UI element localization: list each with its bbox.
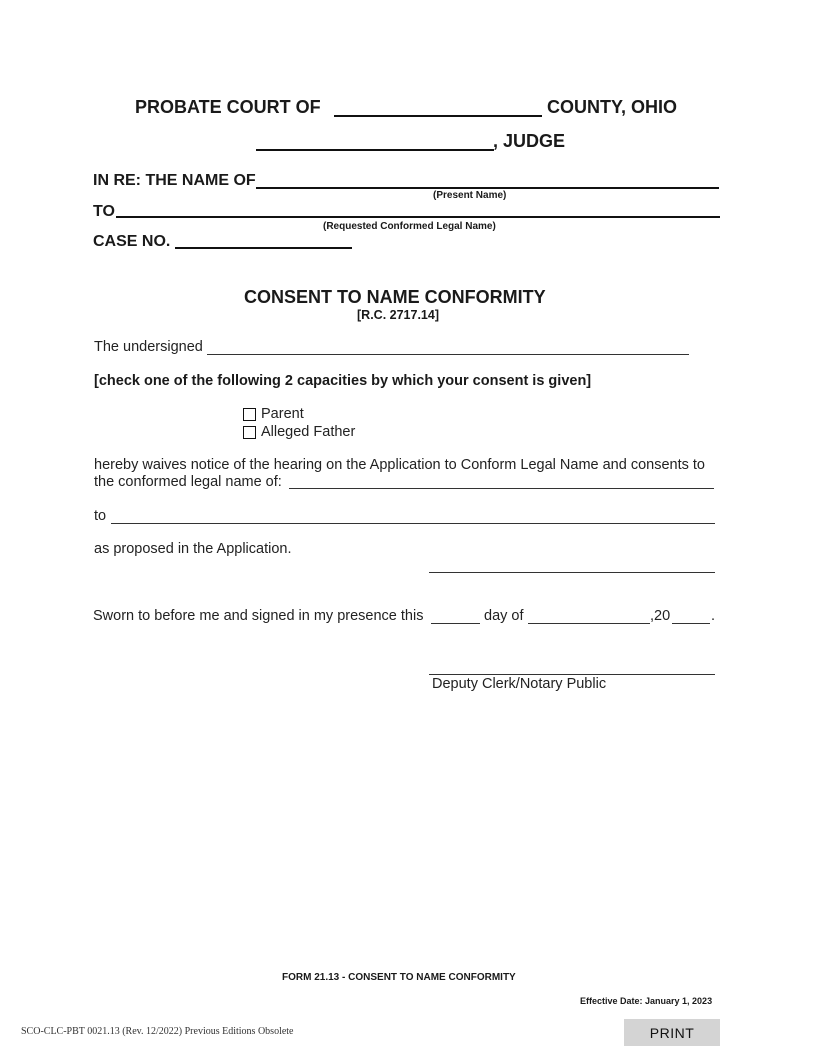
sworn-text: Sworn to before me and signed in my presence this [93,608,424,624]
undersigned-name-line[interactable] [207,354,689,355]
footer-form-name: FORM 21.13 - CONSENT TO NAME CONFORMITY [282,972,516,983]
requested-name-caption: (Requested Conformed Legal Name) [323,221,496,232]
print-button[interactable]: PRINT [624,1019,720,1046]
conformed-name-line[interactable] [289,488,714,489]
sworn-year-prefix: ,20 [650,608,671,624]
alleged-father-option-label: Alleged Father [261,424,356,440]
parent-option-label: Parent [261,406,304,422]
signature-line[interactable] [429,572,715,573]
requested-name-line[interactable] [116,216,720,218]
to-name-line[interactable] [111,523,715,524]
present-name-line[interactable] [256,187,719,189]
notary-label: Deputy Clerk/Notary Public [432,676,607,692]
case-no-label: CASE NO. [93,233,171,250]
check-instruction: [check one of the following 2 capacities by which your consent is given] [94,373,592,389]
sworn-year-line[interactable] [672,623,710,624]
effective-date: Effective Date: January 1, 2023 [580,996,713,1006]
as-proposed-text: as proposed in the Application. [94,541,292,557]
sworn-day-line[interactable] [431,623,480,624]
sworn-month-line[interactable] [528,623,650,624]
court-prefix: PROBATE COURT OF [135,97,321,117]
to-label: TO [93,203,115,220]
in-re-label: IN RE: THE NAME OF [93,172,256,189]
to-name-label: to [94,508,107,524]
notary-signature-line[interactable] [429,674,715,675]
alleged-father-checkbox[interactable] [243,426,256,439]
waiver-text-line2: the conformed legal name of: [94,474,282,490]
judge-blank-line[interactable] [256,149,494,151]
parent-checkbox[interactable] [243,408,256,421]
form-code: SCO-CLC-PBT 0021.13 (Rev. 12/2022) Previous Editions Obsolete [21,1026,294,1037]
county-blank-line[interactable] [334,115,542,117]
sworn-day-of-text: day of [484,608,524,624]
case-no-line[interactable] [175,247,352,249]
present-name-caption: (Present Name) [433,190,507,201]
statute-reference: [R.C. 2717.14] [357,308,439,322]
waiver-text-line1: hereby waives notice of the hearing on the Application to Conform Legal Name and consents to [94,457,705,473]
undersigned-label: The undersigned [94,339,203,355]
sworn-period: . [711,608,716,624]
court-suffix: COUNTY, OHIO [547,97,678,117]
form-title: CONSENT TO NAME CONFORMITY [244,287,546,307]
judge-suffix: , JUDGE [493,131,566,151]
